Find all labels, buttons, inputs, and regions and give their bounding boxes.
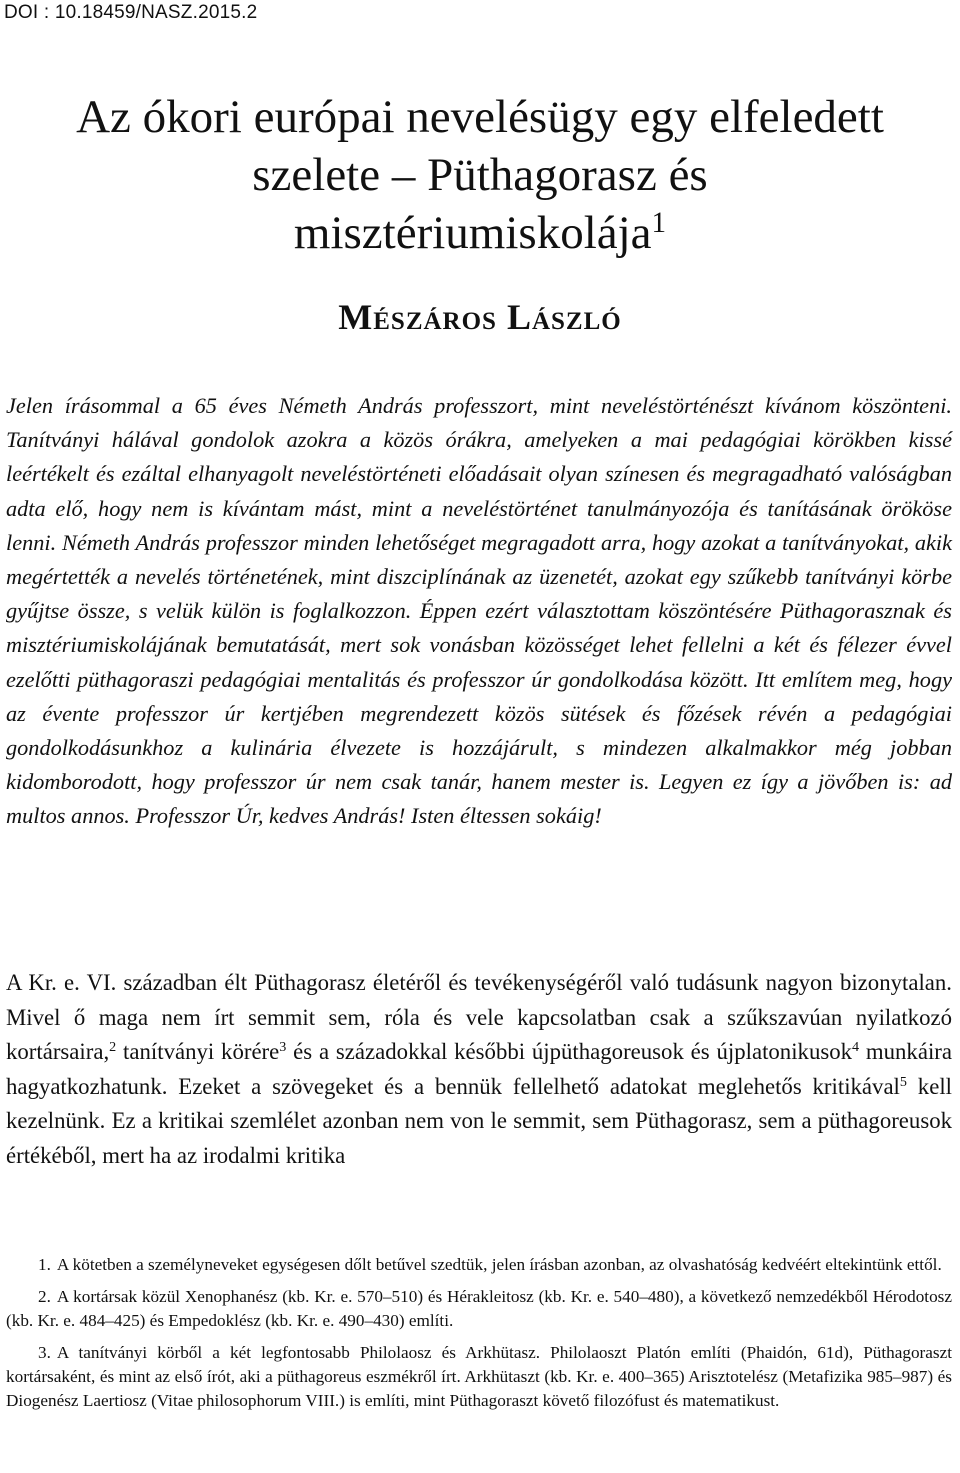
body-text-part-4: munkáira hagyatkozhatunk. Ezeket a szövegeket és a bennük fellelhető adatokat meglehetős kritikával bbox=[6, 1039, 952, 1099]
footnotes-section bbox=[6, 1253, 952, 1421]
footnote-ref-2: 2 bbox=[109, 1039, 117, 1056]
footnote-number: 2. bbox=[38, 1287, 51, 1306]
body-text-part-3: és a századokkal későbbi újpüthagoreusok és újplatonikusok bbox=[286, 1039, 853, 1065]
footnote-text: A kötetben a személyneveket egységesen dőlt betűvel szedtük, jelen írásban azonban, az olvashatóság kedvéért eltekintünk ettől. bbox=[56, 1255, 942, 1274]
footnote-2 bbox=[6, 1285, 952, 1333]
doi-label: DOI : 10.18459/NASZ.2015.2 bbox=[4, 2, 258, 23]
footnote-number: 1. bbox=[38, 1255, 51, 1274]
footnote-ref-4: 4 bbox=[852, 1039, 860, 1056]
article-title bbox=[0, 88, 960, 262]
title-line-3-text: misztériumiskolája bbox=[293, 207, 652, 259]
dedication-paragraph: Jelen írásommal a 65 éves Németh András professzort, mint neveléstörténészt kívánom köszönteni. Tanítványi hálával gondolok azokra a közös órákra, amelyeken a mai pedagógiai körökben kissé leértékelt és ezáltal elhanyagolt neveléstörténeti előadásait olyan színesen és megragadható valóságban adta elő, hogy nem is kívántam mást, mint a neveléstörténet tanulmányozója és tanításának örököse lenni. Németh András professzor minden lehetőséget megragadott arra, hogy azokat a tanítványokat, akik megértették a nevelés történetének, mint diszciplínának az üzenetét, azokat egy szűkebb tanítványi körbe gyűjtse össze, s velük külön is foglalkozzon. Éppen ezért választottam köszöntésére Püthagorasznak és misztériumiskolájának bemutatását, mert sok vonásban közösséget lehet fellelni a két és félezer évvel ezelőtti püthagoraszi pedagógiai mentalitás és professzor úr gondolkodása között. Itt említem meg, hogy az évente professzor úr kertjében megrendezett közös sütések és főzések révén a pedagógiai gondolkodásunkhoz a kulinária élvezete is hozzájárult, s mindezen alkalmakkor még jobban kidomborodott, hogy professzor úr nem csak tanár, hanem mester is. Legyen ez így a jövőben is: ad multos annos. Professzor Úr, kedves András! Isten éltessen sokáig! bbox=[6, 393, 952, 829]
title-line-3 bbox=[0, 204, 960, 262]
title-line-1: Az ókori európai nevelésügy egy elfeledett bbox=[76, 91, 884, 143]
footnote-ref-5: 5 bbox=[899, 1074, 907, 1091]
body-paragraph bbox=[6, 966, 952, 1174]
footnote-text: A kortársak közül Xenophanész (kb. Kr. e. 570–510) és Hérakleitosz (kb. Kr. e. 540–480), a következő nemzedékből Hérodotosz (kb. Kr. e. 484–425) és Empedoklész (kb. Kr. e. 490–430) említi. bbox=[6, 1287, 952, 1330]
title-line-2: szelete – Püthagorasz és bbox=[252, 149, 708, 201]
footnote-3 bbox=[6, 1341, 952, 1413]
body-text-part-2: tanítványi körére bbox=[116, 1039, 280, 1065]
body-text-part-1: A Kr. e. VI. században élt Püthagorasz életéről és tevékenységéről való tudásunk nagyon bizonytalan. Mivel ő maga nem írt semmit sem, róla és vele kapcsolatban csak a szűkszavúan nyilatkozó kortársaira, bbox=[6, 970, 952, 1065]
footnote-number: 3. bbox=[38, 1343, 51, 1362]
footnote-ref-3: 3 bbox=[279, 1039, 287, 1056]
title-footnote-mark: 1 bbox=[651, 206, 667, 239]
body-text-part-5: kell kezelnünk. Ez a kritikai szemlélet azonban nem von le semmit, sem Püthagorasz, sem a püthagoreusok értékéből, mert ha az irodalmi kritika bbox=[6, 1073, 952, 1168]
author-name: Mészáros László bbox=[338, 297, 622, 337]
footnote-text: A tanítványi körből a két legfontosabb Philolaosz és Arkhütasz. Philolaoszt Platón említi (Phaidón, 61d), Püthagoraszt kortársaként, és mint az első írót, aki a püthagoreus eszmékről írt. Arkhütaszt (kb. Kr. e. 400–365) Arisztotelész (Metafizika 985–987) és Diogenész Laertiosz (Vitae philosophorum VIII.) is említi, mint Püthagoraszt követő filozófust és matematikust. bbox=[6, 1343, 952, 1410]
footnote-1 bbox=[6, 1253, 952, 1277]
